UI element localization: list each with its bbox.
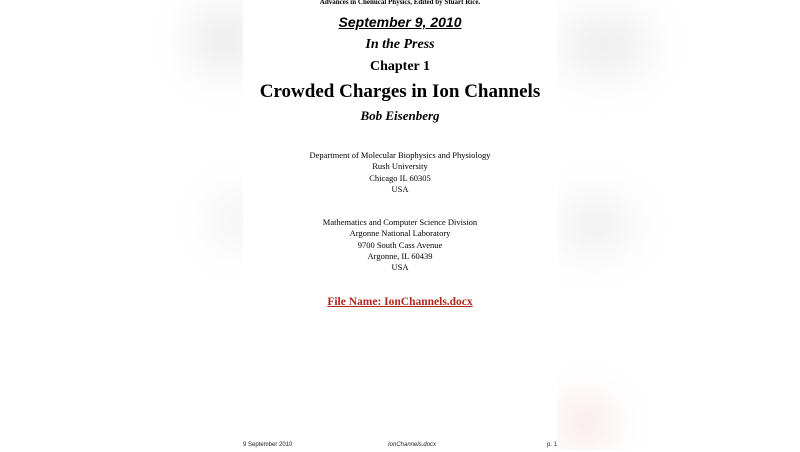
affiliation-line: Chicago IL 60305 bbox=[369, 172, 431, 183]
journal-header: Advances in Chemical Physics, Edited by Stuart Rice. bbox=[319, 0, 481, 6]
footer-filename: IonChannels.docx bbox=[388, 442, 437, 448]
affiliation-line: Argonne National Laboratory bbox=[349, 228, 451, 239]
background-blur-shape bbox=[560, 15, 650, 75]
affiliation-block bbox=[213, 150, 587, 195]
affiliation-line: Rush University bbox=[372, 161, 428, 172]
author-name: Bob Eisenberg bbox=[360, 108, 440, 123]
page-footer bbox=[243, 442, 563, 452]
affiliation-line: Argonne, IL 60439 bbox=[367, 250, 433, 261]
affiliation-block bbox=[213, 217, 587, 273]
document-page bbox=[243, 0, 557, 450]
file-name-link[interactable]: File Name: IonChannels.docx bbox=[327, 296, 473, 308]
affiliation-line: Mathematics and Computer Science Division bbox=[322, 217, 478, 227]
document-title: Crowded Charges in Ion Channels bbox=[259, 81, 541, 102]
background-blur-shape bbox=[560, 405, 610, 440]
affiliation-line: Department of Molecular Biophysics and Physiology bbox=[309, 150, 491, 160]
chapter-heading: Chapter 1 bbox=[369, 59, 431, 74]
footer-page-number: p. 1 bbox=[547, 442, 558, 448]
document-date: September 9, 2010 bbox=[338, 14, 462, 30]
footer-date: 9 September 2010 bbox=[243, 442, 293, 448]
affiliation-line: USA bbox=[391, 262, 409, 273]
affiliation-line: USA bbox=[391, 183, 409, 194]
publication-status: In the Press bbox=[365, 37, 435, 52]
affiliation-line: 9700 South Cass Avenue bbox=[357, 239, 443, 250]
